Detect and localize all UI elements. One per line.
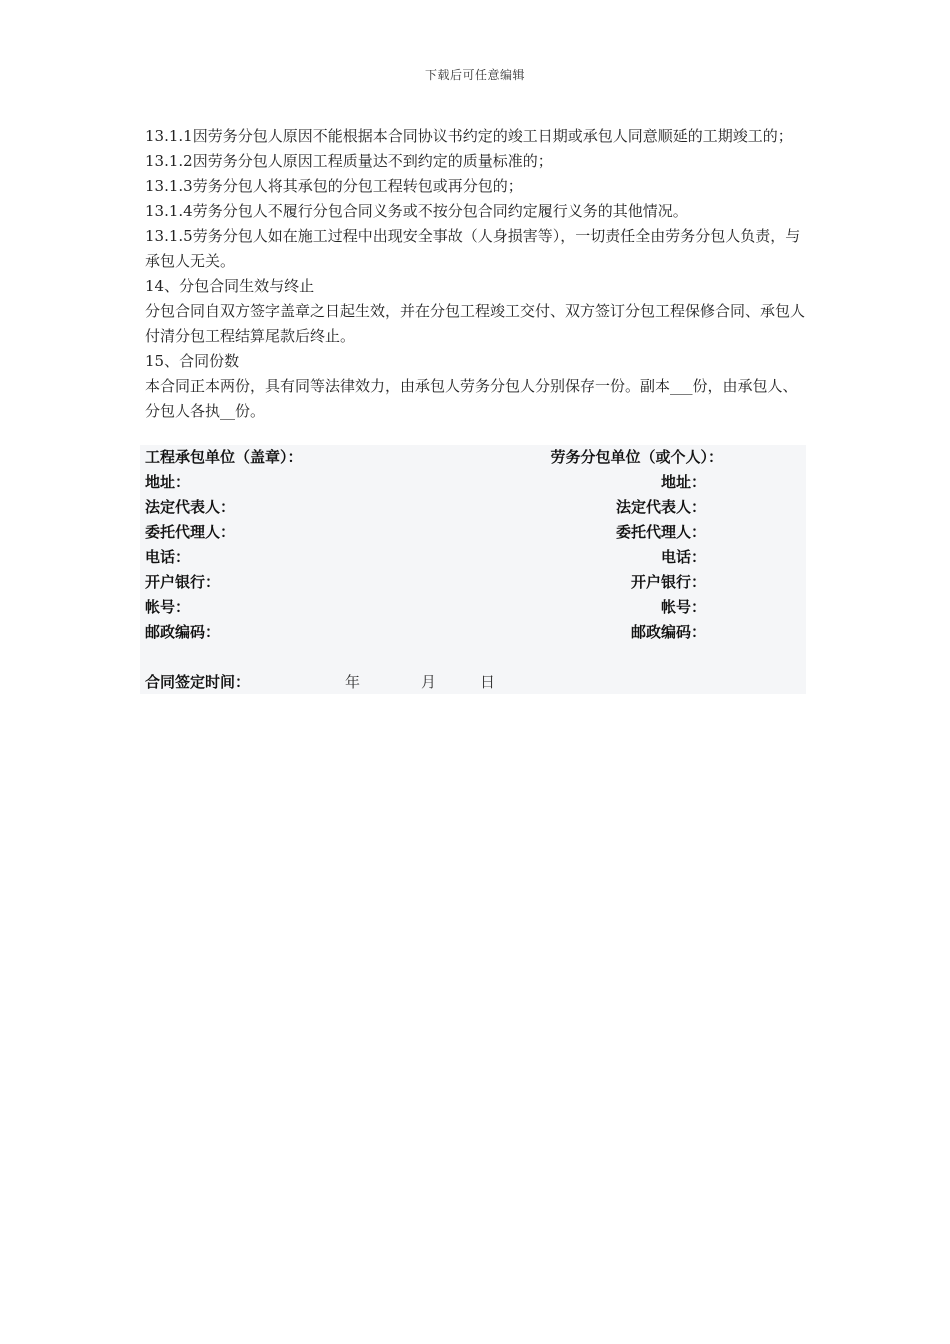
contractor-legal-rep-label: 法定代表人：: [145, 498, 236, 516]
subcontractor-postcode-label: 邮政编码：: [630, 623, 706, 641]
signature-block: [140, 445, 806, 694]
clause-13-1-2: 13.1.2因劳务分包人原因工程质量达不到约定的质量标准的；: [145, 152, 553, 170]
contractor-account-label: 帐号：: [145, 598, 191, 616]
signing-date-row: [140, 670, 806, 695]
subcontractor-address-label: 地址：: [660, 473, 706, 491]
contractor-agent-label: 委托代理人：: [145, 523, 236, 541]
signing-date-label: 合同签定时间：: [145, 673, 251, 691]
section-14-text: 分包合同自双方签字盖章之日起生效，并在分包工程竣工交付、双方签订分包工程保修合同、承包人付清分包工程结算尾款后终止。: [145, 302, 806, 345]
contract-body: [145, 124, 807, 424]
page-header: 下载后可任意编辑: [424, 68, 525, 82]
signature-row-bank: [140, 570, 806, 595]
signing-month-label: 月: [421, 673, 437, 691]
signing-day-label: 日: [480, 673, 496, 691]
signature-title-row: [140, 445, 806, 470]
contractor-postcode-label: 邮政编码：: [145, 623, 221, 641]
signature-row-phone: [140, 545, 806, 570]
signing-year-label: 年: [345, 673, 361, 691]
contractor-bank-label: 开户银行：: [145, 573, 221, 591]
subcontractor-legal-rep-label: 法定代表人：: [615, 498, 706, 516]
clause-13-1-5: 13.1.5劳务分包人如在施工过程中出现安全事故（人身损害等），一切责任全由劳务分包人负责，与承包人无关。: [145, 227, 801, 270]
contractor-address-label: 地址：: [145, 473, 191, 491]
signature-spacer: [140, 645, 806, 670]
clause-13-1-3: 13.1.3劳务分包人将其承包的分包工程转包或再分包的；: [145, 177, 523, 195]
signature-row-agent: [140, 520, 806, 545]
signature-row-address: [140, 470, 806, 495]
signature-row-postcode: [140, 620, 806, 645]
signature-row-account: [140, 595, 806, 620]
subcontractor-bank-label: 开户银行：: [630, 573, 706, 591]
subcontractor-agent-label: 委托代理人：: [615, 523, 706, 541]
signature-row-legal-rep: [140, 495, 806, 520]
subcontractor-account-label: 帐号：: [660, 598, 706, 616]
section-14-heading: 14、分包合同生效与终止: [145, 277, 315, 295]
section-15-text: 本合同正本两份，具有同等法律效力，由承包人劳务分包人分别保存一份。副本___份，由承包人、分包人各执__份。: [145, 377, 798, 420]
contractor-title: 工程承包单位（盖章）：: [145, 448, 303, 466]
clause-13-1-1: 13.1.1因劳务分包人原因不能根据本合同协议书约定的竣工日期或承包人同意顺延的工期竣工的；: [145, 127, 793, 145]
section-15-heading: 15、合同份数: [145, 352, 240, 370]
subcontractor-phone-label: 电话：: [660, 548, 706, 566]
clause-13-1-4: 13.1.4劳务分包人不履行分包合同义务或不按分包合同约定履行义务的其他情况。: [145, 202, 688, 220]
contractor-phone-label: 电话：: [145, 548, 191, 566]
subcontractor-title: 劳务分包单位（或个人）：: [550, 448, 723, 466]
